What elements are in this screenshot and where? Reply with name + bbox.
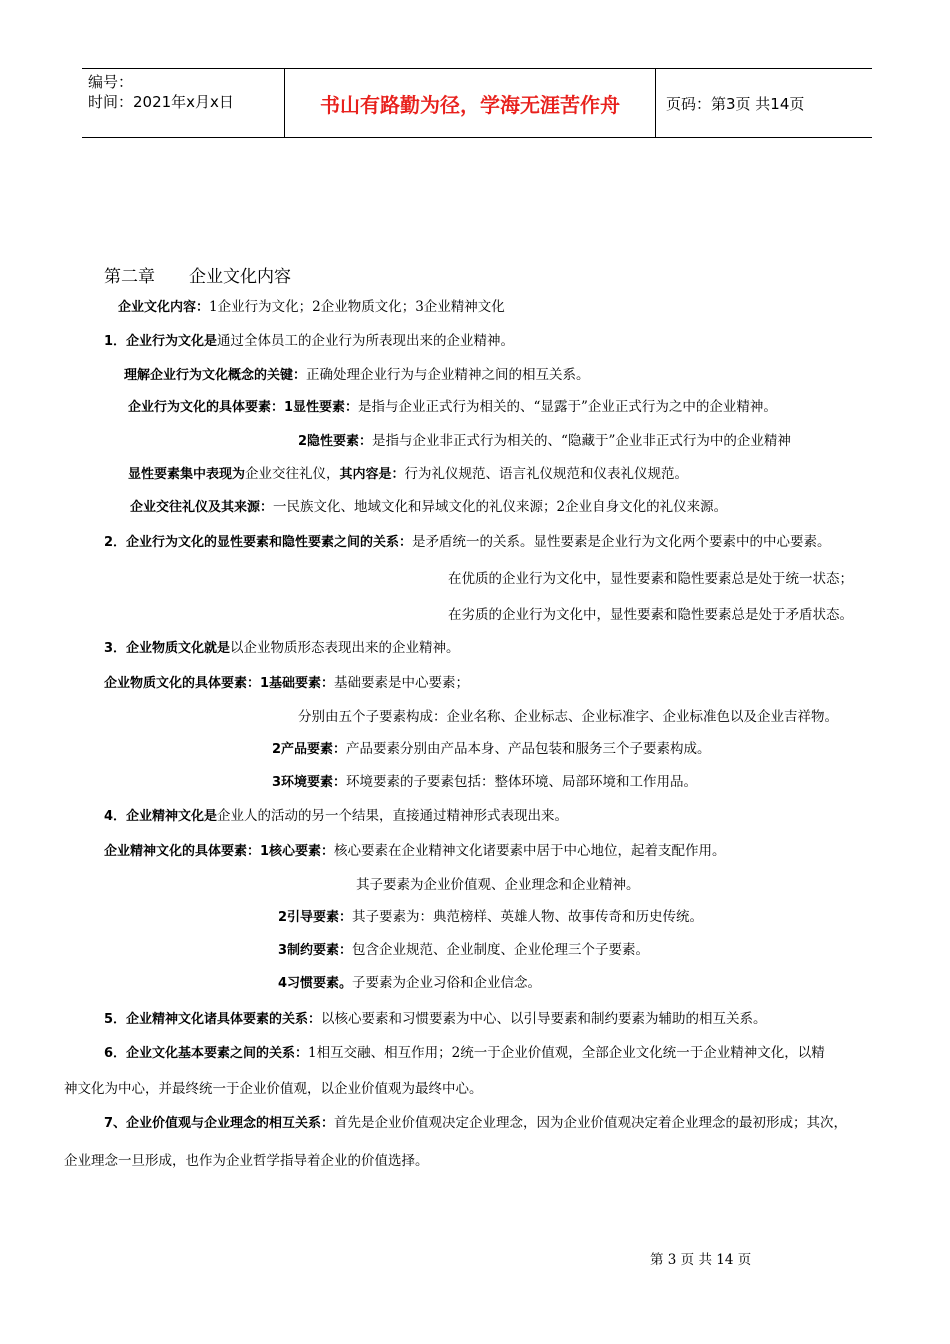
line-text: 首先是企业价值观决定企业理念，因为企业价值观决定着企业理念的最初形成；其次，	[334, 1115, 848, 1131]
text-line	[278, 941, 649, 960]
line-text: 其子要素为：典范榜样、英雄人物、故事传奇和历史传统。	[352, 909, 704, 925]
text-line	[128, 465, 688, 484]
text-line	[448, 570, 853, 588]
document-number-label: 编号：	[88, 73, 134, 91]
header-motto: 书山有路勤为径，学海无涯苦作舟	[284, 69, 656, 137]
text-line	[104, 1114, 847, 1133]
text-line	[298, 708, 838, 726]
text-line	[104, 674, 469, 693]
line-text: 产品要素分别由产品本身、产品包装和服务三个子要素构成。	[346, 741, 711, 757]
line-text: 子要素为企业习俗和企业信念。	[352, 975, 542, 991]
line-text: 核心要素在企业精神文化诸要素中居于中心地位，起着支配作用。	[334, 843, 726, 859]
line-text: 其子要素为企业价值观、企业理念和企业精神。	[356, 877, 640, 893]
text-line	[298, 432, 791, 451]
bold-term: 4．企业精神文化是	[104, 809, 218, 824]
bold-term: 5．企业精神文化诸具体要素的关系：	[104, 1012, 322, 1027]
line-text: 1企业行为文化；2企业物质文化；3企业精神文化	[209, 299, 505, 315]
text-line	[272, 740, 711, 759]
document-time: 时间：2021年x月x日	[88, 93, 234, 111]
line-text: 基础要素是中心要素；	[334, 675, 470, 691]
bold-term: 企业行为文化的具体要素：1显性要素：	[128, 400, 359, 415]
chapter-title: 企业文化内容	[189, 267, 291, 287]
line-text: 环境要素的子要素包括：整体环境、局部环境和工作用品。	[346, 774, 698, 790]
line-text: 企业理念一旦形成，也作为企业哲学指导着企业的价值选择。	[64, 1153, 429, 1169]
bold-term: 其内容是：	[339, 467, 405, 482]
line-text: 分别由五个子要素构成：企业名称、企业标志、企业标准字、企业标准色以及企业吉祥物。	[298, 709, 838, 725]
bold-term: 显性要素集中表现为	[128, 467, 246, 482]
line-text: 包含企业规范、企业制度、企业伦理三个子要素。	[352, 942, 650, 958]
line-text: 通过全体员工的企业行为所表现出来的企业精神。	[217, 333, 515, 349]
page-footer: 第 3 页 共 14 页	[650, 1252, 752, 1268]
bold-term: 7、企业价值观与企业理念的相互关系：	[104, 1116, 335, 1131]
bold-term: 2．企业行为文化的显性要素和隐性要素之间的关系：	[104, 535, 413, 550]
text-line	[278, 908, 703, 927]
line-text: 企业交往礼仪，	[245, 466, 340, 482]
line-text: 以核心要素和习惯要素为中心、以引导要素和制约要素为辅助的相互关系。	[321, 1011, 767, 1027]
line-text: 是指与企业非正式行为相关的、“隐藏于”企业非正式行为中的企业精神	[372, 433, 791, 449]
text-line	[104, 533, 831, 552]
bold-term: 3．企业物质文化就是	[104, 641, 231, 656]
line-text: 是指与企业正式行为相关的、“显露于”企业正式行为之中的企业精神。	[358, 399, 777, 415]
text-line	[104, 807, 568, 826]
bold-term: 企业交往礼仪及其来源：	[130, 500, 274, 515]
line-text: 在劣质的企业行为文化中，显性要素和隐性要素总是处于矛盾状态。	[448, 607, 853, 623]
bold-term: 1．企业行为文化是	[104, 334, 218, 349]
bold-term: 2产品要素：	[272, 742, 347, 757]
text-line	[104, 1010, 767, 1029]
line-text: 一民族文化、地域文化和异域文化的礼仪来源；2企业自身文化的礼仪来源。	[273, 499, 728, 515]
bold-term: 3环境要素：	[272, 775, 347, 790]
line-text: 行为礼仪规范、语言礼仪规范和仪表礼仪规范。	[404, 466, 689, 482]
line-text: 正确处理企业行为与企业精神之间的相互关系。	[306, 367, 590, 383]
text-line	[104, 639, 460, 658]
line-text: 在优质的企业行为文化中，显性要素和隐性要素总是处于统一状态；	[448, 571, 853, 587]
text-line	[104, 1044, 825, 1063]
bold-term: 企业文化内容：	[118, 300, 210, 315]
header-meta	[82, 69, 282, 137]
bold-term: 理解企业行为文化概念的关键：	[124, 368, 307, 383]
line-text: 1相互交融、相互作用；2统一于企业价值观，全部企业文化统一于企业精神文化，以精	[308, 1045, 825, 1061]
text-line	[64, 1152, 429, 1170]
bold-term: 2隐性要素：	[298, 434, 373, 449]
text-line	[130, 498, 727, 517]
chapter-heading	[104, 262, 291, 287]
text-line	[118, 298, 505, 317]
bold-term: 2引导要素：	[278, 910, 353, 925]
bold-term: 6．企业文化基本要素之间的关系：	[104, 1046, 309, 1061]
line-text: 是矛盾统一的关系。显性要素是企业行为文化两个要素中的中心要素。	[412, 534, 831, 550]
document-header	[82, 68, 872, 138]
text-line	[104, 332, 514, 351]
bold-term: 企业物质文化的具体要素：1基础要素：	[104, 676, 335, 691]
text-line	[356, 876, 640, 894]
bold-term: 3制约要素：	[278, 943, 353, 958]
header-page-info: 页码：第3页 共14页	[666, 94, 805, 113]
text-line	[104, 842, 726, 861]
text-line	[64, 1080, 483, 1098]
line-text: 以企业物质形态表现出来的企业精神。	[230, 640, 460, 656]
line-text: 神文化为中心，并最终统一于企业价值观，以企业价值观为最终中心。	[64, 1081, 483, 1097]
text-line	[448, 606, 853, 624]
bold-term: 4习惯要素。	[278, 976, 353, 991]
text-line	[128, 398, 777, 417]
text-line	[272, 773, 697, 792]
bold-term: 企业精神文化的具体要素：1核心要素：	[104, 844, 335, 859]
text-line	[124, 366, 590, 385]
line-text: 企业人的活动的另一个结果，直接通过精神形式表现出来。	[217, 808, 569, 824]
text-line	[278, 974, 541, 993]
chapter-number: 第二章	[104, 267, 155, 287]
